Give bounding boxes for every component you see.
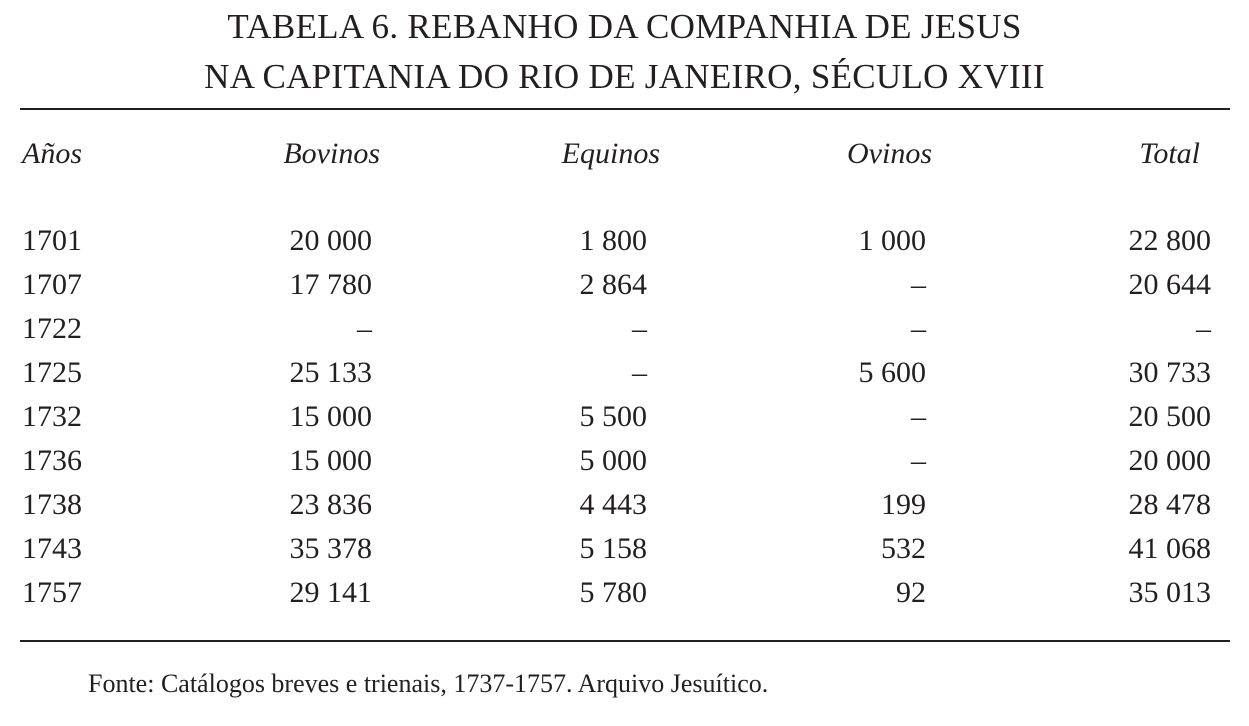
- cell-ovinos: –: [911, 444, 926, 477]
- cell-equinos: 5 000: [579, 444, 647, 477]
- cell-year: 1736: [22, 444, 82, 477]
- header-bovinos: Bovinos: [283, 137, 380, 170]
- cell-bovinos: 15 000: [289, 444, 372, 477]
- cell-year: 1725: [22, 356, 82, 389]
- table-row: [0, 307, 1249, 351]
- table-title: [0, 2, 1249, 102]
- cell-year: 1701: [22, 224, 82, 257]
- cell-equinos: –: [632, 312, 647, 345]
- cell-total: –: [1196, 312, 1211, 345]
- table-row: [0, 219, 1249, 263]
- bottom-rule: [20, 640, 1230, 642]
- cell-equinos: 5 780: [579, 576, 647, 609]
- table-row: [0, 351, 1249, 395]
- header-total: Total: [1139, 137, 1200, 170]
- cell-bovinos: 17 780: [289, 268, 372, 301]
- cell-total: 30 733: [1128, 356, 1211, 389]
- cell-total: 20 644: [1128, 268, 1211, 301]
- cell-total: 22 800: [1128, 224, 1211, 257]
- header-equinos: Equinos: [561, 137, 660, 170]
- cell-year: 1738: [22, 488, 82, 521]
- table-body: [0, 219, 1249, 615]
- table-row: [0, 439, 1249, 483]
- cell-ovinos: 199: [881, 488, 926, 521]
- cell-ovinos: –: [911, 312, 926, 345]
- cell-equinos: 1 800: [579, 224, 647, 257]
- cell-ovinos: –: [911, 400, 926, 433]
- cell-year: 1757: [22, 576, 82, 609]
- table-row: [0, 263, 1249, 307]
- cell-equinos: –: [632, 356, 647, 389]
- cell-total: 20 000: [1128, 444, 1211, 477]
- cell-bovinos: 15 000: [289, 400, 372, 433]
- cell-bovinos: 35 378: [289, 532, 372, 565]
- cell-equinos: 5 500: [579, 400, 647, 433]
- header-years: Años: [22, 137, 82, 170]
- cell-year: 1743: [22, 532, 82, 565]
- cell-equinos: 4 443: [579, 488, 647, 521]
- cell-total: 41 068: [1128, 532, 1211, 565]
- cell-ovinos: 1 000: [858, 224, 926, 257]
- table-title-line-2: NA CAPITANIA DO RIO DE JANEIRO, SÉCULO XVIII: [204, 57, 1045, 96]
- table-row: [0, 395, 1249, 439]
- cell-year: 1722: [22, 312, 82, 345]
- source-note: Fonte: Catálogos breves e trienais, 1737-1757. Arquivo Jesuítico.: [88, 669, 769, 698]
- cell-ovinos: 532: [881, 532, 926, 565]
- cell-year: 1707: [22, 268, 82, 301]
- cell-bovinos: 20 000: [289, 224, 372, 257]
- header-ovinos: Ovinos: [847, 137, 932, 170]
- top-rule: [20, 108, 1230, 110]
- cell-equinos: 5 158: [579, 532, 647, 565]
- cell-ovinos: –: [911, 268, 926, 301]
- cell-ovinos: 92: [896, 576, 926, 609]
- cell-bovinos: 25 133: [289, 356, 372, 389]
- cell-total: 20 500: [1128, 400, 1211, 433]
- cell-equinos: 2 864: [579, 268, 647, 301]
- cell-bovinos: –: [357, 312, 372, 345]
- table-row: [0, 571, 1249, 615]
- cell-year: 1732: [22, 400, 82, 433]
- cell-bovinos: 29 141: [289, 576, 372, 609]
- table-title-line-1: TABELA 6. REBANHO DA COMPANHIA DE JESUS: [227, 7, 1022, 46]
- cell-total: 35 013: [1128, 576, 1211, 609]
- cell-ovinos: 5 600: [858, 356, 926, 389]
- table-row: [0, 483, 1249, 527]
- cell-bovinos: 23 836: [289, 488, 372, 521]
- cell-total: 28 478: [1128, 488, 1211, 521]
- table-row: [0, 527, 1249, 571]
